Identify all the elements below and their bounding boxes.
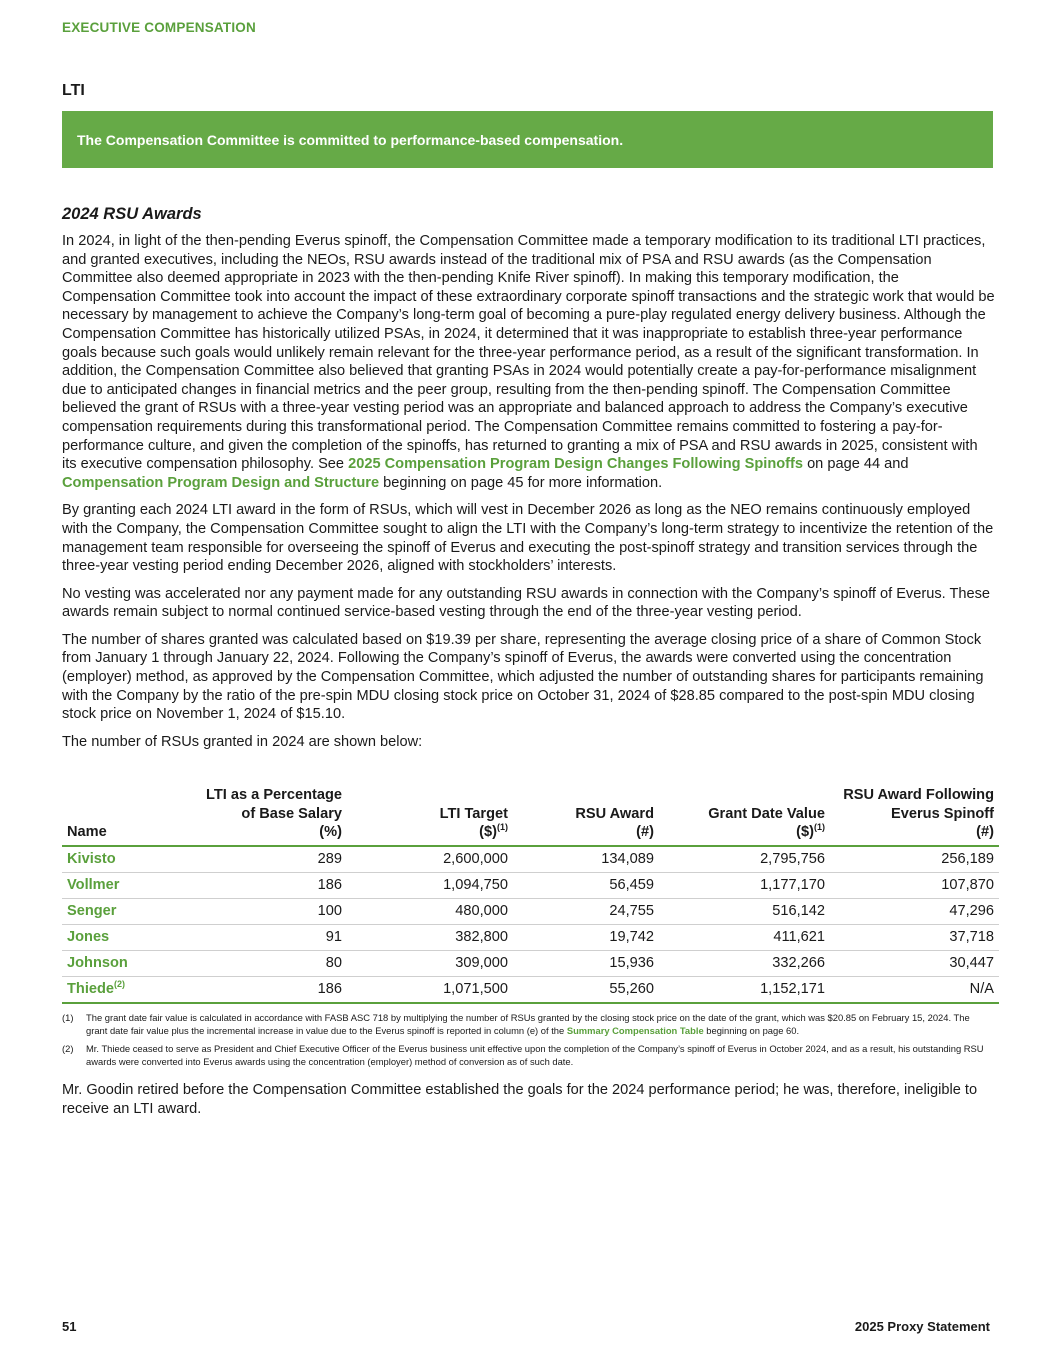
row-lti-percentage: 100 [172, 898, 347, 924]
row-rsu-following-spinoff: 47,296 [830, 898, 999, 924]
header-rsu-award-line1: RSU Award [575, 805, 654, 822]
link-program-design-structure[interactable]: Compensation Program Design and Structure [62, 474, 380, 491]
paragraph-1 [62, 232, 995, 492]
header-lti-percentage-line2: of Base Salary [241, 805, 342, 822]
table-row [62, 950, 999, 976]
header-lti-target-line2: ($) [479, 824, 497, 840]
row-lti-target: 2,600,000 [347, 846, 513, 873]
row-lti-percentage: 91 [172, 924, 347, 950]
table-row [62, 898, 999, 924]
header-grant-date-value-line1: Grant Date Value [708, 805, 825, 822]
header-name: Name [67, 824, 107, 840]
row-name-text: Senger [67, 903, 117, 919]
callout-banner [62, 111, 993, 168]
body-text [62, 232, 995, 760]
footnote-1-end: beginning on page 60. [703, 1024, 800, 1036]
table-row [62, 872, 999, 898]
header-grant-date-value-line2: ($) [796, 824, 814, 840]
row-grant-date-value: 516,142 [659, 898, 830, 924]
subsection-heading: 2024 RSU Awards [62, 205, 202, 223]
row-rsu-following-spinoff: 37,718 [830, 924, 999, 950]
row-name-text: Jones [67, 929, 110, 945]
paragraph-3: No vesting was accelerated nor any payment made for any outstanding RSU awards in connection with the Company’s spinoff of Everus. These awards remain subject to normal continued service-based vesting through the end of the three-year vesting period. [62, 585, 991, 621]
row-rsu-award: 19,742 [513, 924, 659, 950]
row-name [62, 872, 172, 898]
row-rsu-following-spinoff: 30,447 [830, 950, 999, 976]
closing-paragraph: Mr. Goodin retired before the Compensation Committee established the goals for the 2024 performance period; he was, therefore, ineligible to receive an LTI award. [62, 1082, 978, 1117]
footnote-1-number: (1) [62, 1012, 74, 1023]
paragraph-1-mid: on page 44 and [803, 456, 909, 473]
row-lti-target: 1,071,500 [347, 976, 513, 1003]
row-name-text: Vollmer [67, 877, 120, 893]
row-lti-percentage: 186 [172, 872, 347, 898]
row-rsu-following-spinoff: N/A [830, 976, 999, 1003]
row-lti-target: 309,000 [347, 950, 513, 976]
section-label: EXECUTIVE COMPENSATION [62, 20, 256, 35]
callout-banner-text: The Compensation Committee is committed to performance-based compensation. [77, 131, 624, 148]
row-lti-target: 480,000 [347, 898, 513, 924]
row-rsu-award: 24,755 [513, 898, 659, 924]
row-rsu-award: 15,936 [513, 950, 659, 976]
section-heading: LTI [62, 82, 85, 99]
header-rsu-following-line1: RSU Award Following [843, 787, 994, 803]
footnote-mark: (1) [497, 822, 508, 833]
row-rsu-award: 134,089 [513, 846, 659, 873]
header-rsu-award-line2: (#) [636, 824, 654, 840]
header-rsu-following-line2: Everus Spinoff [891, 805, 994, 822]
row-grant-date-value: 2,795,756 [659, 846, 830, 873]
header-lti-percentage [172, 786, 347, 846]
header-grant-date-value [659, 786, 830, 846]
row-name [62, 976, 172, 1003]
row-name [62, 846, 172, 873]
document-title: 2025 Proxy Statement [854, 1319, 990, 1334]
footnote-2-number: (2) [62, 1043, 74, 1055]
row-lti-target: 382,800 [347, 924, 513, 950]
row-name-text: Thiede [67, 981, 115, 997]
row-rsu-following-spinoff: 256,189 [830, 846, 999, 873]
row-name-text: Kivisto [67, 851, 116, 867]
footnote-1-body [86, 1012, 992, 1037]
row-rsu-following-spinoff: 107,870 [830, 872, 999, 898]
footnote-mark: (1) [814, 822, 825, 833]
paragraph-5: The number of RSUs granted in 2024 are shown below: [62, 733, 423, 750]
footnote-1-text: The grant date fair value is calculated in accordance with FASB ASC 718 by multiplying the number of RSUs granted by the closing stock price on the date of the grant, which was $20.85 on February 15, 2024. The grant date fair value plus the incremental increase in value due to the Everus spinoff is reported in column (e) of the [86, 1012, 970, 1036]
link-2025-design-changes[interactable]: 2025 Compensation Program Design Changes Following Spinoffs [348, 456, 804, 473]
row-grant-date-value: 1,152,171 [659, 976, 830, 1003]
paragraph-1-end: beginning on page 45 for more information. [379, 474, 663, 491]
header-lti-percentage-line3: (%) [319, 824, 342, 840]
row-name [62, 950, 172, 976]
row-grant-date-value: 411,621 [659, 924, 830, 950]
header-lti-percentage-line1: LTI as a Percentage [206, 787, 342, 803]
paragraph-4: The number of shares granted was calculated based on $19.39 per share, representing the average closing price of a share of Common Stock from January 1 through January 22, 2024. Following the Company’s spinoff of Everus, the awards were converted using the concentration (employer) method, as approved by the Compensation Committee, which adjusted the number of outstanding shares for participants remaining with the Company by the ratio of the pre-spin MDU closing stock price on October 31, 2024 of $28.85 compared to the post-spin MDU closing stock price on November 1, 2024 of $15.10. [62, 631, 984, 723]
footnotes [62, 1012, 992, 1074]
row-name [62, 924, 172, 950]
footnote-2 [62, 1043, 992, 1068]
row-rsu-award: 55,260 [513, 976, 659, 1003]
row-lti-percentage: 186 [172, 976, 347, 1003]
footnote-2-text: Mr. Thiede ceased to serve as President and Chief Executive Officer of the Everus business unit effective upon the completion of the Company’s spinoff of Everus in October 2024, and as a result, his outstanding RSU awards were converted into Everus awards using the concentration (employer) method of conversion as of such date. [86, 1043, 984, 1067]
paragraph-2: By granting each 2024 LTI award in the form of RSUs, which will vest in December 2026 as long as the NEO remains continuously employed with the Company, the Compensation Committee sought to align the LTI with the Company’s long-term strategy to incentivize the retention of the management team responsible for overseeing the spinoff of Everus and executing the post-spinoff strategy and transition services through the three-year vesting period ending December 2026, aligned with stockholders’ interests. [62, 502, 994, 575]
rsu-awards-table [62, 786, 999, 1004]
header-rsu-following-spinoff [830, 786, 999, 846]
row-lti-target: 1,094,750 [347, 872, 513, 898]
table-row [62, 846, 999, 873]
link-summary-compensation-table[interactable]: Summary Compensation Table [566, 1024, 704, 1036]
header-rsu-award [513, 786, 659, 846]
page-number: 51 [62, 1319, 77, 1334]
row-lti-percentage: 80 [172, 950, 347, 976]
footnote-mark: (2) [114, 979, 126, 990]
row-lti-percentage: 289 [172, 846, 347, 873]
header-rsu-following-line3: (#) [976, 824, 994, 840]
table-header-row [62, 786, 999, 846]
header-lti-target [347, 786, 513, 846]
paragraph-1-text: In 2024, in light of the then-pending Everus spinoff, the Compensation Committee made a temporary modification to its traditional LTI practices, and granted executives, including the NEOs, RSU awards instead of the traditional mix of PSA and RSU awards (as the Compensation Committee also deemed appropriate in 2023 with the then-pending Knife River spinoff). In making this temporary modification, the Compensation Committee took into account the impact of these extraordinary corporate spinoff transactions and the strategic work that would be necessary by management to achieve the Company’s long-term goal of becoming a pure-play regulated energy delivery business. Although the Compensation Committee has historically utilized PSAs, in 2024, it determined that it was inappropriate to establish three-year performance goals because such goals would unlikely remain relevant for the three-year performance period, as a result of the significant transformation. In addition, the Compensation Committee also believed that granting PSAs in 2024 would potentially create a pay-for-performance misalignment due to anticipated changes in financial metrics and the peer group, resulting from the then-pending spinoff. The Compensation Committee believed the grant of RSUs with a three-year vesting period was an appropriate and balanced approach to address the Company’s executive compensation requirements during this transformational period. The Compensation Committee remains committed to fostering a pay-for-performance culture, and given the completion of the spinoffs, has returned to granting a mix of PSA and RSU awards in 2025, consistent with its executive compensation philosophy. See [62, 233, 995, 473]
row-rsu-award: 56,459 [513, 872, 659, 898]
row-name-text: Johnson [67, 955, 128, 971]
table-row [62, 976, 999, 1003]
row-grant-date-value: 332,266 [659, 950, 830, 976]
table-row [62, 924, 999, 950]
row-grant-date-value: 1,177,170 [659, 872, 830, 898]
row-name [62, 898, 172, 924]
footnote-1 [62, 1012, 992, 1037]
header-lti-target-line1: LTI Target [439, 805, 508, 822]
